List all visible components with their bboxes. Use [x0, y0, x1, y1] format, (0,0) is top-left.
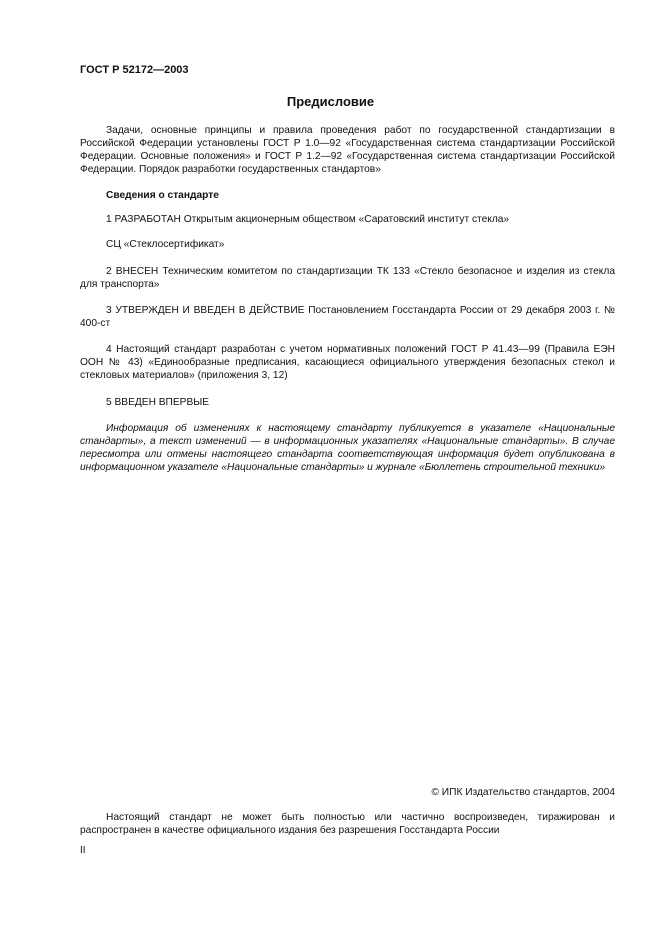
intro-paragraph: Задачи, основные принципы и правила проведения работ по государственной стандартизации в Российской Федерации установлены ГОСТ Р 1.0—92 «Государственная система стандартизации Российской Федерации. Основные положения» и ГОСТ Р 1.2—92 «Государственная система стандартизации Российской Федерации. Порядок разработки государственных стандартов» [80, 125, 615, 175]
copyright-line: © ИПК Издательство стандартов, 2004 [431, 787, 615, 798]
page-number: II [80, 845, 86, 856]
item-developed-by: 1 РАЗРАБОТАН Открытым акционерным обществом «Саратовский институт стекла» [106, 214, 510, 225]
item-submitted-by: 2 ВНЕСЕН Техническим комитетом по стандартизации ТК 133 «Стекло безопасное и изделия из стекла для транспорта» [80, 266, 615, 290]
item-developed-by-cont: СЦ «Стеклосертификат» [106, 239, 225, 250]
item-developed-considering: 4 Настоящий стандарт разработан с учетом нормативных положений ГОСТ Р 41.43—99 (Правила ЕЭН ООН № 43) «Единообразные предписания, касающиеся официального утверждения безопасных стекол и стекловых материалов» (приложения 3, 12) [80, 344, 615, 381]
item-approved: 3 УТВЕРЖДЕН И ВВЕДЕН В ДЕЙСТВИЕ Постановлением Госстандарта России от 29 декабря 2003 г. № 400-ст [80, 305, 615, 329]
document-code: ГОСТ Р 52172—2003 [80, 64, 189, 76]
reproduction-notice: Настоящий стандарт не может быть полностью или частично воспроизведен, тиражирован и распространен в качестве официального издания без разрешения Госстандарта России [80, 812, 615, 836]
standard-info-heading: Сведения о стандарте [106, 190, 219, 201]
changes-information-note: Информация об изменениях к настоящему стандарту публикуется в указателе «Национальные стандарты», а текст изменений — в информационных указателях «Национальные стандарты». В случае пересмотра или отмены настоящего стандарта соответствующая информация будет опубликована в информационном указателе «Национальные стандарты» и журнале «Бюллетень строительной техники» [80, 423, 615, 473]
item-introduced-first: 5 ВВЕДЕН ВПЕРВЫЕ [106, 397, 210, 408]
preface-title: Предисловие [286, 94, 375, 109]
